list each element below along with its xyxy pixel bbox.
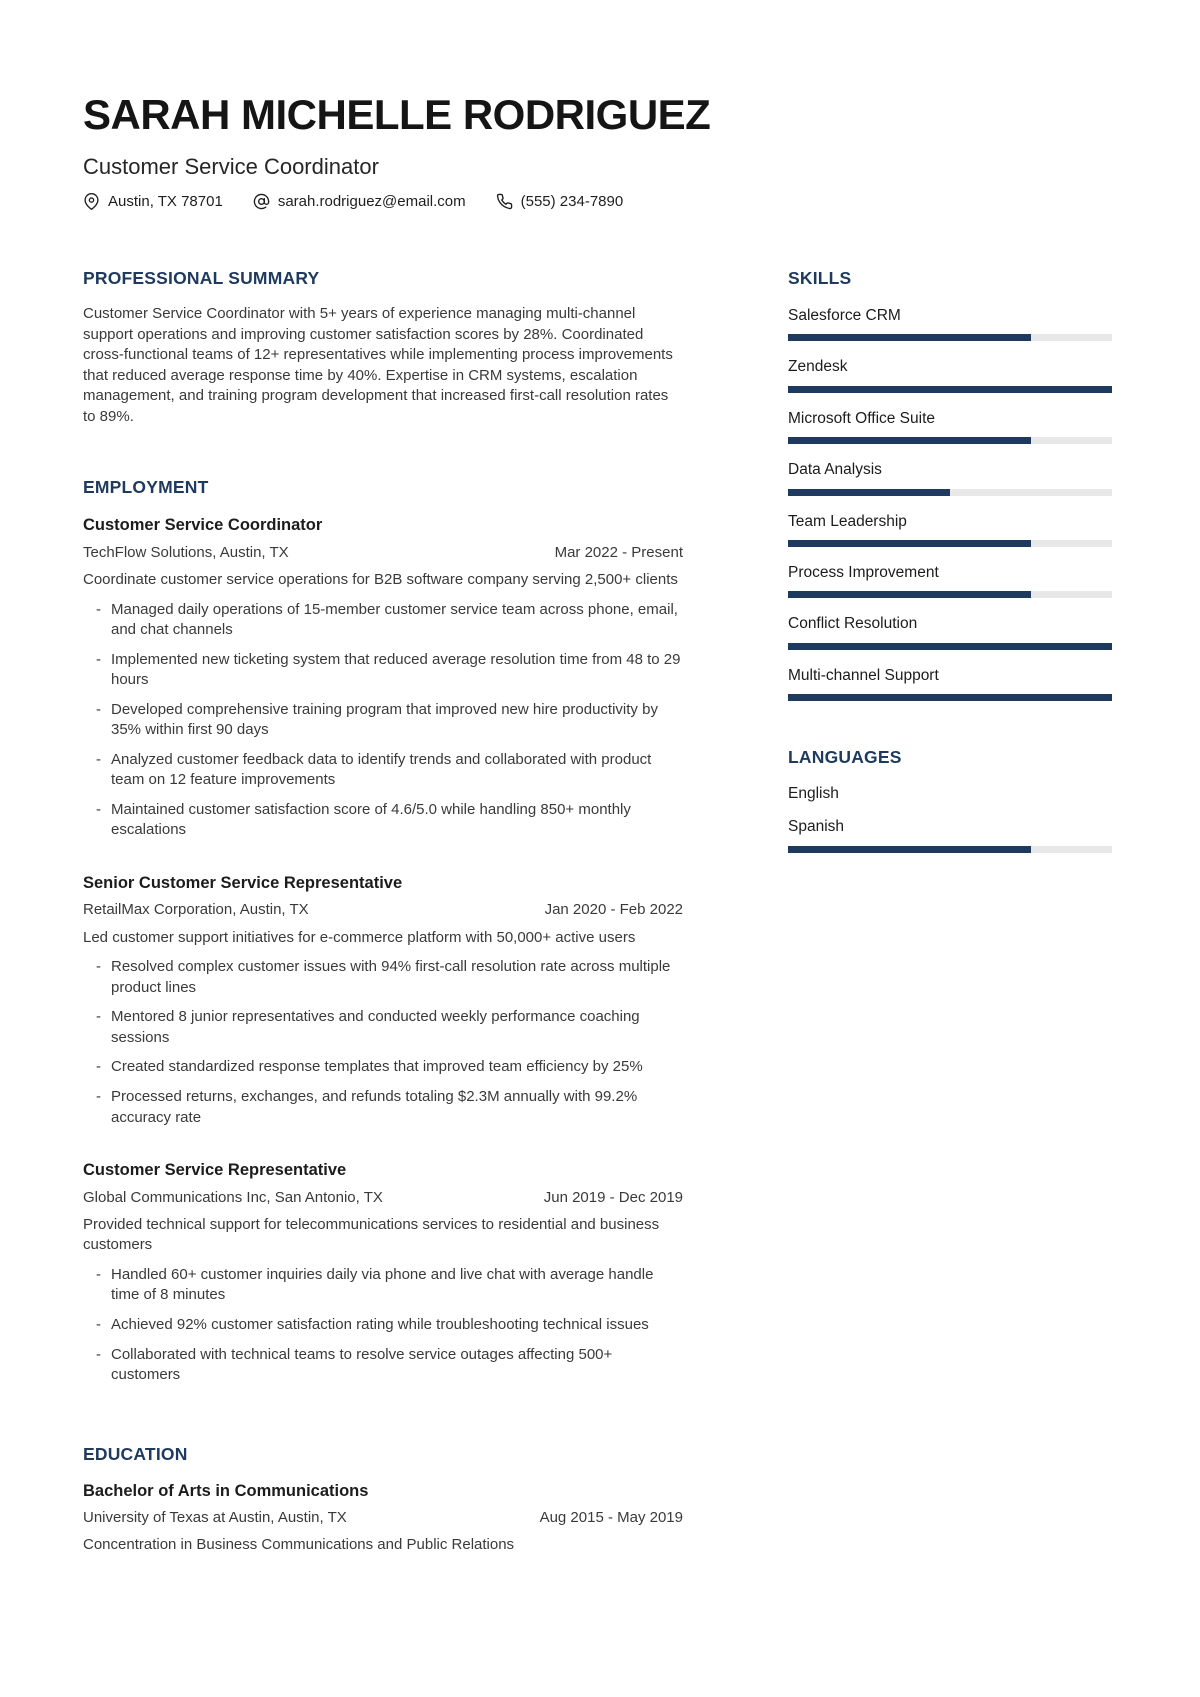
job-bullet: - Developed comprehensive training program that improved new hire productivity by 35% within first 90 days <box>83 700 683 741</box>
skill-bar-track <box>788 437 1112 444</box>
skill-bar-fill <box>788 591 1031 598</box>
skill-bar-track <box>788 643 1112 650</box>
candidate-title: Customer Service Coordinator <box>83 153 379 179</box>
education-dates: Aug 2015 - May 2019 <box>539 1509 683 1527</box>
job-title: Customer Service Representative <box>83 1161 347 1180</box>
at-sign-icon <box>253 193 270 210</box>
job-meta <box>83 1188 683 1208</box>
skill-bar-track <box>788 591 1112 598</box>
employment-heading: EMPLOYMENT <box>83 477 209 498</box>
job-title: Senior Customer Service Representative <box>83 874 403 893</box>
contact-phone-text: (555) 234-7890 <box>520 193 624 211</box>
job-dates: Mar 2022 - Present <box>554 543 683 561</box>
sidebar-column <box>788 268 1112 1556</box>
section-languages <box>788 747 1112 853</box>
skill-bar-track <box>788 334 1112 341</box>
job-bullet: - Mentored 8 junior representatives and conducted weekly performance coaching sessions <box>83 1007 683 1048</box>
skill-bar-track <box>788 694 1112 701</box>
resume-header <box>0 0 1200 210</box>
skill-item <box>788 666 1112 701</box>
job-entry <box>83 873 683 1128</box>
contact-location-text: Austin, TX 78701 <box>108 193 223 211</box>
job-description: Led customer support initiatives for e-commerce platform with 50,000+ active users <box>83 928 636 946</box>
skill-bar-fill <box>788 437 1031 444</box>
job-bullet: - Handled 60+ customer inquiries daily via phone and live chat with average handle time of 8 minutes <box>83 1265 683 1306</box>
section-employment <box>83 477 683 1385</box>
location-pin-icon <box>83 193 100 210</box>
education-school: University of Texas at Austin, Austin, TX <box>83 1509 347 1527</box>
phone-icon <box>496 193 513 210</box>
skill-bar-fill <box>788 540 1031 547</box>
job-bullet-list <box>83 957 683 1128</box>
section-education <box>83 1444 683 1556</box>
job-dates: Jan 2020 - Feb 2022 <box>544 901 683 919</box>
job-company: Global Communications Inc, San Antonio, TX <box>83 1188 383 1206</box>
job-company: TechFlow Solutions, Austin, TX <box>83 543 289 561</box>
skill-bar-fill <box>788 694 1112 701</box>
skill-bar-track <box>788 540 1112 547</box>
skill-item <box>788 460 1112 495</box>
skill-name: Salesforce CRM <box>788 307 901 325</box>
skill-name: Process Improvement <box>788 563 939 581</box>
skill-item <box>788 409 1112 444</box>
job-description: Provided technical support for telecommunications services to residential and business customers <box>83 1215 660 1254</box>
skill-name: Zendesk <box>788 358 848 376</box>
education-meta <box>83 1508 683 1528</box>
skill-item <box>788 614 1112 649</box>
skill-item <box>788 357 1112 392</box>
candidate-name: SARAH MICHELLE RODRIGUEZ <box>83 91 711 138</box>
skill-name: Conflict Resolution <box>788 615 918 633</box>
skills-heading: SKILLS <box>788 268 852 289</box>
job-bullet: - Analyzed customer feedback data to identify trends and collaborated with product team on 12 feature improvements <box>83 750 683 791</box>
language-item <box>788 784 1112 803</box>
skill-bar-track <box>788 386 1112 393</box>
job-company: RetailMax Corporation, Austin, TX <box>83 901 309 919</box>
skill-name: Team Leadership <box>788 512 907 530</box>
section-professional-summary <box>83 268 683 427</box>
contact-phone <box>496 193 624 210</box>
job-bullet-list <box>83 1265 683 1386</box>
skill-bar-fill <box>788 643 1112 650</box>
job-bullet-list <box>83 600 683 841</box>
education-heading: EDUCATION <box>83 1443 188 1464</box>
summary-heading: PROFESSIONAL SUMMARY <box>83 268 320 289</box>
main-column <box>83 268 683 1556</box>
job-description: Coordinate customer service operations for B2B software company serving 2,500+ clients <box>83 571 678 589</box>
job-bullet: - Achieved 92% customer satisfaction rating while troubleshooting technical issues <box>83 1315 683 1336</box>
skill-name: Data Analysis <box>788 461 882 479</box>
job-bullet: - Managed daily operations of 15-member customer service team across phone, email, and chat channels <box>83 600 683 641</box>
languages-heading: LANGUAGES <box>788 747 902 768</box>
summary-text: Customer Service Coordinator with 5+ years of experience managing multi-channel support operations and improving customer satisfaction scores by 28%. Coordinated cross-functional teams of 12+ representatives while implementing process improvements that reduced average response time by 40%. Expertise in CRM systems, escalation management, and training program development that increased first-call resolution rates to 89%. <box>83 305 673 425</box>
skill-name: Multi-channel Support <box>788 666 939 684</box>
job-meta <box>83 543 683 563</box>
contact-email-text: sarah.rodriguez@email.com <box>277 193 466 211</box>
language-item <box>788 817 1112 852</box>
skill-item <box>788 306 1112 341</box>
language-name: English <box>788 785 839 803</box>
job-bullet: - Collaborated with technical teams to resolve service outages affecting 500+ customers <box>83 1345 683 1386</box>
language-name: Spanish <box>788 818 845 836</box>
skill-bar-fill <box>788 489 950 496</box>
contact-row <box>83 193 1112 210</box>
job-bullet: - Resolved complex customer issues with 94% first-call resolution rate across multiple product lines <box>83 957 683 998</box>
education-details: Concentration in Business Communications and Public Relations <box>83 1536 515 1554</box>
language-list <box>788 784 1112 853</box>
job-meta <box>83 900 683 920</box>
skill-item <box>788 512 1112 547</box>
skill-bar-fill <box>788 334 1031 341</box>
job-bullet: - Implemented new ticketing system that reduced average resolution time from 48 to 29 hours <box>83 650 683 691</box>
skill-name: Microsoft Office Suite <box>788 409 936 427</box>
language-bar-track <box>788 846 1112 853</box>
education-degree: Bachelor of Arts in Communications <box>83 1481 369 1500</box>
job-entry <box>83 1160 683 1386</box>
skill-item <box>788 563 1112 598</box>
job-bullet: - Processed returns, exchanges, and refunds totaling $2.3M annually with 99.2% accuracy rate <box>83 1087 683 1128</box>
job-bullet: - Created standardized response templates that improved team efficiency by 25% <box>83 1057 683 1078</box>
resume-body <box>0 268 1200 1556</box>
language-bar-fill <box>788 846 1031 853</box>
skill-bar-fill <box>788 386 1112 393</box>
section-skills <box>788 268 1112 701</box>
job-dates: Jun 2019 - Dec 2019 <box>543 1188 683 1206</box>
skill-bar-track <box>788 489 1112 496</box>
contact-email <box>253 193 466 210</box>
job-bullet: - Maintained customer satisfaction score of 4.6/5.0 while handling 850+ monthly escalations <box>83 800 683 841</box>
skill-list <box>788 306 1112 701</box>
job-title: Customer Service Coordinator <box>83 516 323 535</box>
job-entry <box>83 515 683 841</box>
contact-location <box>83 193 223 210</box>
